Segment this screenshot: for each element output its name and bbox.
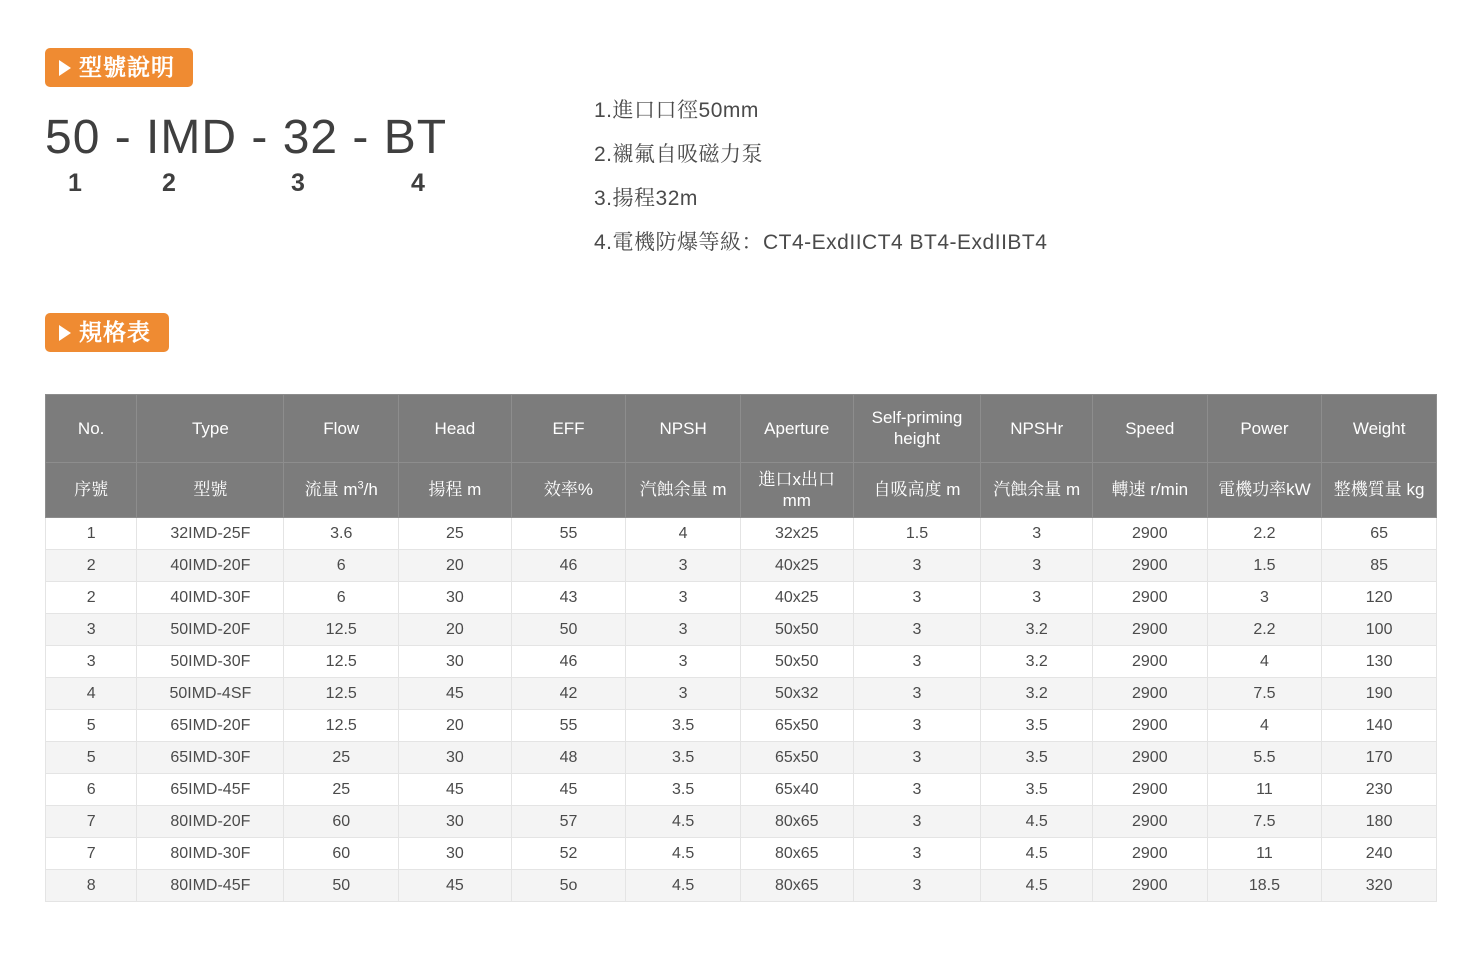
table-cell: 4.5 (981, 870, 1093, 902)
table-cell: 2 (46, 550, 137, 582)
table-cell: 3.6 (284, 518, 399, 550)
table-cell: 2900 (1092, 742, 1207, 774)
table-cell: 6 (284, 550, 399, 582)
table-cell: 4 (46, 678, 137, 710)
table-row (46, 870, 1437, 902)
table-cell: 3 (626, 614, 741, 646)
table-cell: 3 (853, 806, 981, 838)
table-cell: 32IMD-25F (137, 518, 284, 550)
table-cell: 50x50 (740, 614, 853, 646)
table-cell: 12.5 (284, 710, 399, 742)
table-cell: 3 (853, 710, 981, 742)
table-cell: 12.5 (284, 646, 399, 678)
table-cell: 45 (399, 678, 512, 710)
table-cell: 20 (399, 710, 512, 742)
table-cell: 5 (46, 742, 137, 774)
table-cell: 2.2 (1207, 614, 1322, 646)
table-cell: 320 (1322, 870, 1437, 902)
table-cell: 3 (853, 614, 981, 646)
table-cell: 3 (626, 646, 741, 678)
table-cell: 12.5 (284, 614, 399, 646)
table-cell: 65 (1322, 518, 1437, 550)
table-cell: 100 (1322, 614, 1437, 646)
table-cell: 3 (626, 678, 741, 710)
table-cell: 2900 (1092, 870, 1207, 902)
spec-table-header-row-en (46, 395, 1437, 463)
table-cell: 3.5 (981, 774, 1093, 806)
table-cell: 50IMD-20F (137, 614, 284, 646)
table-cell: 80IMD-30F (137, 838, 284, 870)
table-cell: 2900 (1092, 710, 1207, 742)
table-cell: 2.2 (1207, 518, 1322, 550)
table-cell: 20 (399, 550, 512, 582)
table-cell: 5.5 (1207, 742, 1322, 774)
table-cell: 11 (1207, 774, 1322, 806)
table-cell: 18.5 (1207, 870, 1322, 902)
table-cell: 45 (399, 870, 512, 902)
table-cell: 120 (1322, 582, 1437, 614)
table-cell: 1 (46, 518, 137, 550)
table-cell: 43 (511, 582, 626, 614)
table-cell: 2900 (1092, 838, 1207, 870)
table-cell: 7 (46, 838, 137, 870)
table-row (46, 646, 1437, 678)
table-cell: 3 (1207, 582, 1322, 614)
section-badge-spec-label: 規格表 (79, 319, 151, 345)
table-cell: 3.5 (626, 774, 741, 806)
table-cell: 30 (399, 582, 512, 614)
column-header-head-cn: 揚程 m (399, 462, 512, 518)
column-header-speed-cn: 轉速 r/min (1092, 462, 1207, 518)
column-header-flow-cn: 流量 $m^3/h$ (284, 462, 399, 518)
table-cell: 230 (1322, 774, 1437, 806)
table-cell: 40IMD-20F (137, 550, 284, 582)
table-cell: 3.5 (981, 742, 1093, 774)
table-cell: 7.5 (1207, 678, 1322, 710)
column-header-npsh-en: NPSH (626, 395, 741, 463)
column-header-head-en: Head (399, 395, 512, 463)
table-cell: 2900 (1092, 550, 1207, 582)
table-row (46, 614, 1437, 646)
table-cell: 3 (46, 614, 137, 646)
table-cell: 60 (284, 806, 399, 838)
table-cell: 46 (511, 550, 626, 582)
table-cell: 80x65 (740, 806, 853, 838)
column-header-npshr-en: NPSHr (981, 395, 1093, 463)
table-cell: 25 (284, 742, 399, 774)
table-cell: 3 (853, 742, 981, 774)
table-cell: 3 (981, 518, 1093, 550)
table-cell: 190 (1322, 678, 1437, 710)
table-cell: 11 (1207, 838, 1322, 870)
table-cell: 3 (981, 550, 1093, 582)
table-cell: 2900 (1092, 806, 1207, 838)
table-cell: 65IMD-30F (137, 742, 284, 774)
table-cell: 45 (399, 774, 512, 806)
table-row (46, 774, 1437, 806)
model-index-4: 4 (411, 168, 425, 197)
table-cell: 50 (284, 870, 399, 902)
table-cell: 50IMD-30F (137, 646, 284, 678)
table-cell: 6 (284, 582, 399, 614)
column-header-speed-en: Speed (1092, 395, 1207, 463)
table-cell: 3.2 (981, 614, 1093, 646)
table-cell: 30 (399, 806, 512, 838)
table-cell: 50x32 (740, 678, 853, 710)
table-cell: 52 (511, 838, 626, 870)
model-description-notes (594, 100, 1047, 276)
column-header-eff-en: EFF (511, 395, 626, 463)
column-header-weight-cn: 整機質量 kg (1322, 462, 1437, 518)
table-cell: 80IMD-20F (137, 806, 284, 838)
column-header-power-en: Power (1207, 395, 1322, 463)
table-cell: 3 (853, 646, 981, 678)
table-cell: 5 (46, 710, 137, 742)
table-cell: 240 (1322, 838, 1437, 870)
table-cell: 45 (511, 774, 626, 806)
column-header-power-cn: 電機功率kW (1207, 462, 1322, 518)
table-row (46, 678, 1437, 710)
model-index-1: 1 (68, 168, 82, 197)
table-cell: 3 (626, 550, 741, 582)
table-cell: 3 (853, 774, 981, 806)
model-index-2: 2 (162, 168, 176, 197)
table-row (46, 806, 1437, 838)
table-cell: 2900 (1092, 582, 1207, 614)
table-cell: 3 (853, 678, 981, 710)
table-row (46, 838, 1437, 870)
table-cell: 3 (853, 870, 981, 902)
column-header-weight-en: Weight (1322, 395, 1437, 463)
table-cell: 46 (511, 646, 626, 678)
table-cell: 3 (626, 582, 741, 614)
table-cell: 40IMD-30F (137, 582, 284, 614)
table-cell: 3.5 (981, 710, 1093, 742)
table-cell: 3 (853, 838, 981, 870)
table-cell: 4.5 (626, 838, 741, 870)
table-row (46, 710, 1437, 742)
table-cell: 2900 (1092, 518, 1207, 550)
column-header-type-cn: 型號 (137, 462, 284, 518)
table-cell: 85 (1322, 550, 1437, 582)
table-row (46, 742, 1437, 774)
table-cell: 8 (46, 870, 137, 902)
column-header-aperture-en: Aperture (740, 395, 853, 463)
table-cell: 30 (399, 838, 512, 870)
table-cell: 80IMD-45F (137, 870, 284, 902)
table-cell: 6 (46, 774, 137, 806)
table-cell: 4.5 (981, 838, 1093, 870)
table-cell: 2900 (1092, 678, 1207, 710)
table-cell: 140 (1322, 710, 1437, 742)
table-cell: 50x50 (740, 646, 853, 678)
table-cell: 25 (399, 518, 512, 550)
table-cell: 20 (399, 614, 512, 646)
play-triangle-icon (59, 325, 71, 341)
model-note-3: 3.揚程32m (594, 187, 698, 210)
table-cell: 30 (399, 646, 512, 678)
table-cell: 4 (1207, 710, 1322, 742)
column-header-self-priming-height-en: Self-priming height (853, 395, 981, 463)
table-cell: 4 (1207, 646, 1322, 678)
table-cell: 170 (1322, 742, 1437, 774)
table-cell: 65IMD-45F (137, 774, 284, 806)
model-code-text: 50 - IMD - 32 - BT (45, 111, 448, 164)
table-cell: 4.5 (981, 806, 1093, 838)
table-cell: 65x50 (740, 742, 853, 774)
table-cell: 180 (1322, 806, 1437, 838)
table-cell: 50 (511, 614, 626, 646)
column-header-no-cn: 序號 (46, 462, 137, 518)
column-header-self-priming-height-cn: 自吸高度 m (853, 462, 981, 518)
table-cell: 1.5 (853, 518, 981, 550)
table-cell: 25 (284, 774, 399, 806)
table-cell: 2900 (1092, 646, 1207, 678)
table-cell: 3 (853, 582, 981, 614)
table-cell: 65IMD-20F (137, 710, 284, 742)
column-header-aperture-cn: 進口x出口 mm (740, 462, 853, 518)
model-index-3: 3 (291, 168, 305, 197)
table-row (46, 518, 1437, 550)
table-cell: 2900 (1092, 774, 1207, 806)
table-cell: 1.5 (1207, 550, 1322, 582)
spec-table-head (46, 395, 1437, 518)
table-cell: 3.5 (626, 710, 741, 742)
spec-table-container (45, 394, 1437, 902)
table-cell: 2900 (1092, 614, 1207, 646)
column-header-npshr-cn: 汽蝕余量 m (981, 462, 1093, 518)
table-cell: 65x40 (740, 774, 853, 806)
table-cell: 3 (46, 646, 137, 678)
column-header-no-en: No. (46, 395, 137, 463)
model-code-block (45, 112, 525, 198)
table-cell: 55 (511, 518, 626, 550)
table-cell: 4.5 (626, 870, 741, 902)
play-triangle-icon (59, 60, 71, 76)
table-cell: 40x25 (740, 582, 853, 614)
table-cell: 5o (511, 870, 626, 902)
table-cell: 4.5 (626, 806, 741, 838)
table-row (46, 582, 1437, 614)
table-cell: 50IMD-4SF (137, 678, 284, 710)
table-cell: 3.2 (981, 646, 1093, 678)
table-cell: 7 (46, 806, 137, 838)
table-cell: 32x25 (740, 518, 853, 550)
table-cell: 3 (981, 582, 1093, 614)
table-cell: 3.2 (981, 678, 1093, 710)
table-cell: 65x50 (740, 710, 853, 742)
column-header-flow-en: Flow (284, 395, 399, 463)
table-cell: 42 (511, 678, 626, 710)
table-cell: 130 (1322, 646, 1437, 678)
model-note-2: 2.襯氟自吸磁力泵 (594, 143, 764, 166)
table-cell: 40x25 (740, 550, 853, 582)
table-cell: 30 (399, 742, 512, 774)
column-header-eff-cn: 效率% (511, 462, 626, 518)
model-code-index-row (45, 169, 525, 198)
spec-table-header-row-cn (46, 462, 1437, 518)
section-badge-model-description (45, 48, 193, 87)
table-cell: 60 (284, 838, 399, 870)
table-cell: 2 (46, 582, 137, 614)
table-cell: 80x65 (740, 870, 853, 902)
model-note-1: 1.進口口徑50mm (594, 99, 759, 122)
spec-table-body (46, 518, 1437, 902)
table-cell: 3 (853, 550, 981, 582)
column-header-type-en: Type (137, 395, 284, 463)
table-cell: 55 (511, 710, 626, 742)
column-header-npsh-cn: 汽蝕余量 m (626, 462, 741, 518)
spec-table (45, 394, 1437, 902)
table-cell: 3.5 (626, 742, 741, 774)
table-cell: 57 (511, 806, 626, 838)
table-cell: 48 (511, 742, 626, 774)
table-cell: 7.5 (1207, 806, 1322, 838)
section-badge-spec-table (45, 313, 169, 352)
table-row (46, 550, 1437, 582)
model-note-4: 4.電機防爆等級：CT4-ExdIICT4 BT4-ExdIIBT4 (594, 231, 1048, 254)
table-cell: 4 (626, 518, 741, 550)
table-cell: 12.5 (284, 678, 399, 710)
section-badge-model-label: 型號說明 (79, 54, 175, 80)
table-cell: 80x65 (740, 838, 853, 870)
